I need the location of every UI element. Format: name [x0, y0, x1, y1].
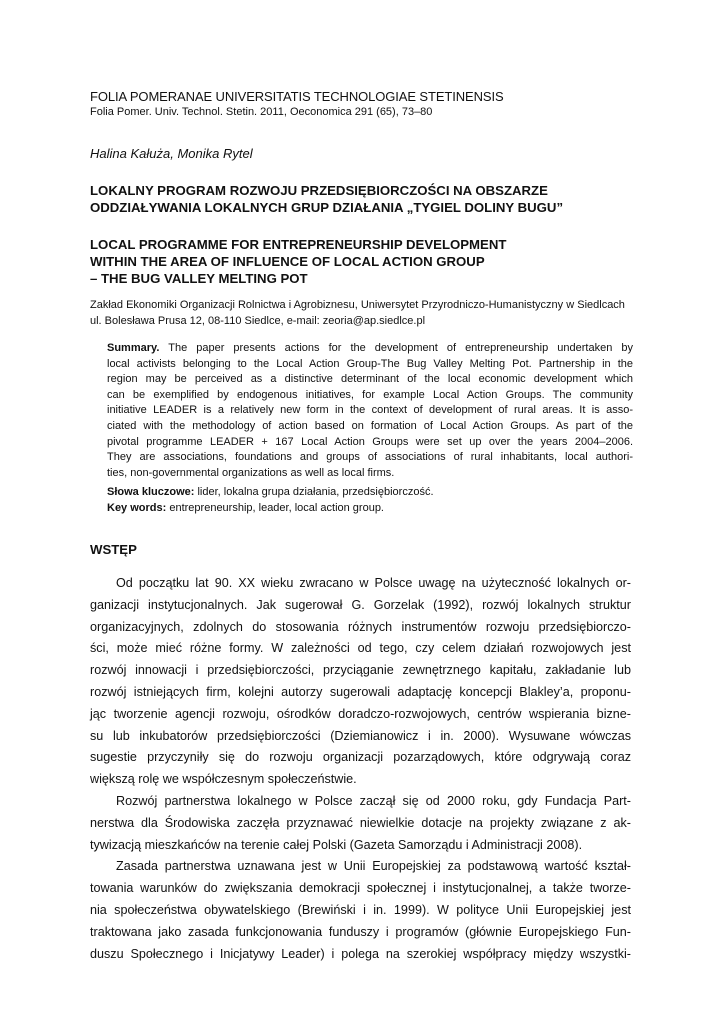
body-line: ści, może mieć różne formy. W zależności od tego, czy celem działań rozwojowych jest	[90, 641, 631, 656]
keywords-pl	[107, 485, 633, 501]
keywords-en-label: Key words:	[107, 501, 167, 514]
title-line: LOCAL PROGRAMME FOR ENTREPRENEURSHIP DEVELOPMENT	[90, 237, 507, 252]
authors: Halina Kałuża, Monika Rytel	[90, 146, 253, 161]
summary-text: The paper presents actions for the development of entrepreneurship undertaken by	[159, 342, 633, 354]
keywords	[107, 485, 633, 516]
body-line: rozwój innowacji i przedsiębiorczości, przyciąganie zewnętrznego kapitału, zakładanie lub	[90, 663, 631, 678]
journal-citation: Folia Pomer. Univ. Technol. Stetin. 2011, Oeconomica 291 (65), 73–80	[90, 106, 433, 118]
body-line: większą rolę we współczesnym społeczeństwie.	[90, 772, 357, 787]
summary-line: ties, non-governmental organizations as well as local firms.	[107, 466, 395, 479]
summary-line	[107, 341, 633, 357]
title-line: WITHIN THE AREA OF INFLUENCE OF LOCAL ACTION GROUP	[90, 254, 485, 269]
keywords-en	[107, 501, 633, 517]
title-polish	[90, 182, 650, 216]
summary-line: local activists belonging to the Local Action Group-The Bug Valley Melting Pot. Partnership in the	[107, 357, 633, 370]
title-english	[90, 236, 650, 287]
section-heading: WSTĘP	[90, 542, 137, 557]
keywords-en-value: entrepreneurship, leader, local action group.	[166, 501, 384, 514]
summary-abstract	[107, 341, 633, 481]
affiliation-line: ul. Bolesława Prusa 12, 08-110 Siedlce, e-mail: zeoria@ap.siedlce.pl	[90, 314, 426, 327]
journal-title: FOLIA POMERANAE UNIVERSITATIS TECHNOLOGIAE STETINENSIS	[90, 89, 504, 104]
body-line: nerstwa dla Środowiska zaczęła przyznawać niewielkie dotacje na projekty związane z ak-	[90, 815, 631, 830]
summary-line: They are associations, foundations and groups of associations of rural inhabitants, local authori-	[107, 451, 633, 464]
keywords-pl-value: lider, lokalna grupa działania, przedsiębiorczość.	[194, 486, 434, 498]
body-line: Zasada partnerstwa uznawana jest w Unii Europejskiej za podstawową wartość kształ-	[116, 859, 631, 874]
title-line: LOKALNY PROGRAM ROZWOJU PRZEDSIĘBIORCZOŚCI NA OBSZARZE	[90, 183, 548, 198]
title-line: ODDZIAŁYWANIA LOKALNYCH GRUP DZIAŁANIA „TYGIEL DOLINY BUGU”	[90, 200, 564, 215]
affiliation	[90, 298, 650, 329]
body-line: Rozwój partnerstwa lokalnego w Polsce zaczął się od 2000 roku, gdy Fundacja Part-	[116, 793, 631, 808]
body-line: rozwój istniejących firm, kolejni autorzy sugerowali adaptację koncepcji Blakley’a, proponu-	[90, 684, 631, 699]
summary-label: Summary.	[107, 342, 160, 354]
body-line: nia społeczeństwa obywatelskiego (Brewiński i in. 1999). W polityce Unii Europejskiej jest	[90, 902, 631, 917]
body-line: sugestie przyczyniły się do rozwoju organizacji pozarządowych, które odgrywają coraz	[90, 750, 631, 765]
summary-line: pivotal programme LEADER + 167 Local Action Groups were set up over the years 2004–2006.	[107, 435, 633, 448]
body-line: su lub inkubatorów przedsiębiorczości (Dziemianowicz i in. 2000). Wysuwane wówczas	[90, 728, 631, 743]
body-line: jąc tworzenie agencji rozwoju, ośrodków doradczo-rozwojowych, centrów wspierania bizne-	[90, 706, 631, 721]
body-line: towania warunków do zwiększania demokracji społecznej i instytucjonalnej, a także tworze-	[90, 881, 631, 896]
body-line: tywizacją mieszkańców na terenie całej Polski (Gazeta Samorządu i Administracji 2008).	[90, 837, 583, 852]
summary-line: ciated with the methodology of action based on formation of Local Action Groups. As part of the	[107, 419, 633, 432]
affiliation-line: Zakład Ekonomiki Organizacji Rolnictwa i Agrobiznesu, Uniwersytet Przyrodniczo-Humanistyczny w Siedlcach	[90, 299, 625, 311]
body-line: Od początku lat 90. XX wieku zwracano w Polsce uwagę na użyteczność lokalnych or-	[116, 576, 631, 590]
keywords-pl-label: Słowa kluczowe:	[107, 486, 195, 498]
body-line: ganizacji instytucjonalnych. Jak sugerował G. Gorzelak (1992), rozwój lokalnych struktur	[90, 597, 631, 612]
body-line: organizacyjnych, zdolnych do stosowania różnych instrumentów rozwoju przedsiębiorczo-	[90, 619, 631, 634]
summary-line: region may be perceived as a distinctive determinant of the local economic development which	[107, 373, 633, 386]
body-text	[90, 573, 631, 965]
body-line: duszu Społecznego i Inicjatywy Leader) i polega na szerokiej współpracy między wszystki-	[90, 946, 631, 961]
title-line: – THE BUG VALLEY MELTING POT	[90, 271, 308, 286]
summary-line: initiative LEADER is a relatively new form in the context of development of rural areas. It is asso-	[107, 404, 633, 417]
body-line: traktowana jako zasada funkcjonowania funduszy i programów (głównie Europejskiego Fun-	[90, 924, 631, 939]
summary-line: can be exemplified by endogenous initiatives, for example Local Action Groups. The community	[107, 388, 633, 401]
